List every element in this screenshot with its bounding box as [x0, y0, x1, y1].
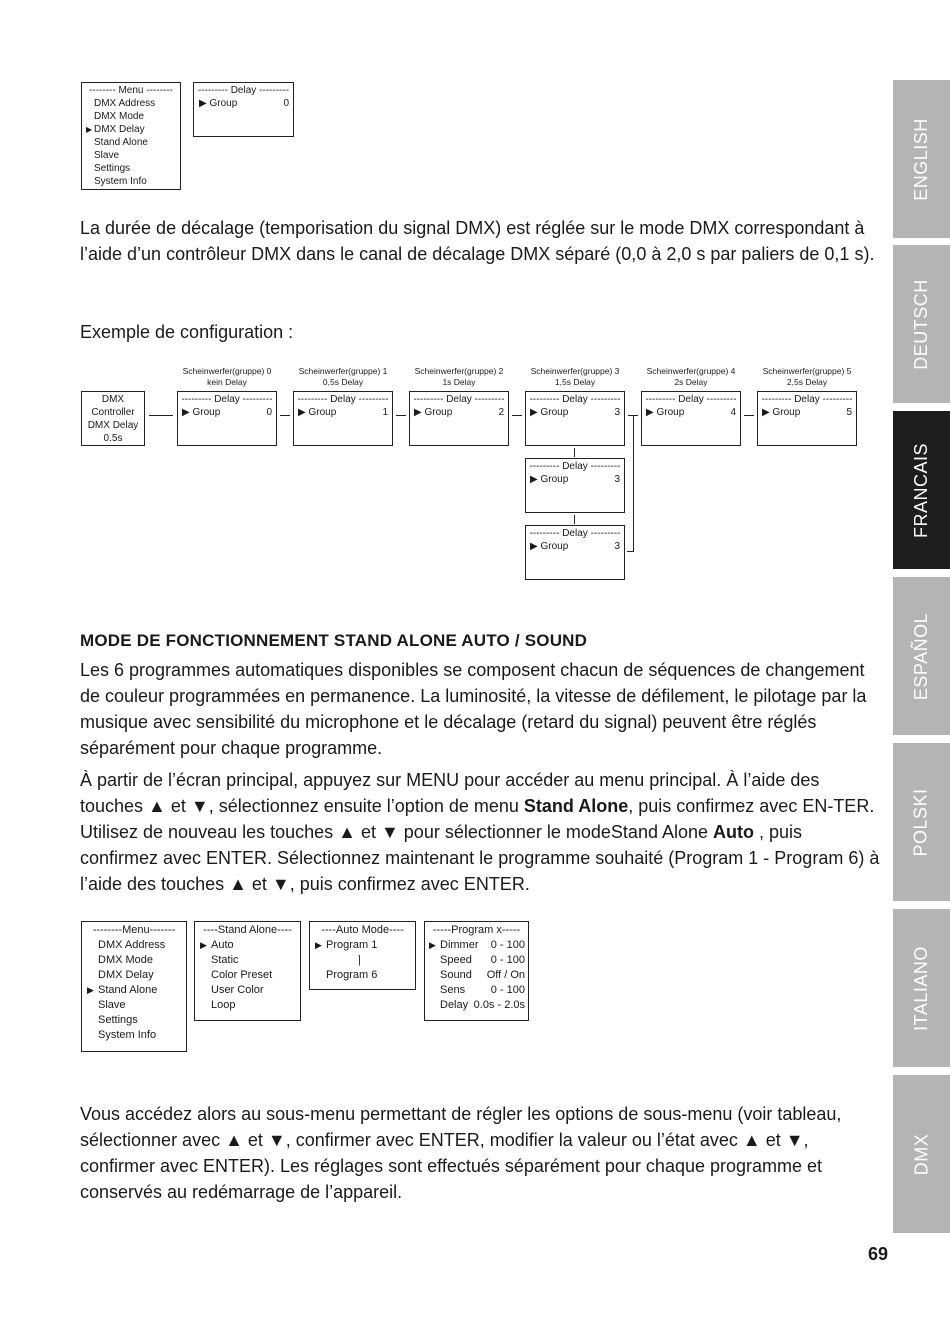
delay-box-group-1 — [293, 391, 393, 446]
menu-item: Stand Alone — [94, 137, 148, 148]
delay-title: --------- Delay --------- — [197, 85, 290, 96]
selected-arrow-icon: ▶ — [86, 125, 93, 134]
connector-line — [280, 415, 290, 416]
group-caption: Scheinwerfer(gruppe) 4 2s Delay — [646, 366, 736, 387]
tab-polski[interactable]: POLSKI — [893, 743, 950, 901]
menu-title: ----Stand Alone---- — [203, 924, 292, 936]
program-row: Sens 0 - 100 — [440, 984, 525, 996]
group-caption: Scheinwerfer(gruppe) 1 0,5s Delay — [298, 366, 388, 387]
tab-dmx[interactable]: DMX — [893, 1075, 950, 1233]
controller-line: DMX Delay — [87, 420, 139, 431]
connector-line — [627, 551, 634, 552]
menu-item: DMX Address — [94, 98, 156, 109]
program-row: ▶ Dimmer 0 - 100 — [429, 939, 525, 951]
connector-line — [149, 415, 173, 416]
group-caption: Scheinwerfer(gruppe) 3 1,5s Delay — [530, 366, 620, 387]
menu-item: User Color — [211, 984, 264, 996]
auto-mode-box — [309, 921, 416, 990]
delay-row: ▶ Group 3 — [530, 474, 620, 485]
delay-row: ▶ Group 1 — [298, 407, 388, 418]
connector-line — [744, 415, 754, 416]
selected-arrow-icon: ▶ — [315, 940, 322, 950]
menu-item: DMX Address — [98, 939, 166, 951]
menu-box — [81, 82, 181, 190]
menu-item: DMX Mode — [98, 954, 154, 966]
delay-title: --------- Delay --------- — [761, 394, 853, 405]
menu-item-selected: ▶ Program 1 — [315, 939, 378, 951]
selected-arrow-icon: ▶ — [200, 940, 207, 950]
delay-row: ▶ Group 0 — [182, 407, 272, 418]
delay-title: --------- Delay --------- — [529, 394, 621, 405]
menu-item: Settings — [94, 163, 131, 174]
program-row: Speed 0 - 100 — [440, 954, 525, 966]
paragraph-example-label: Exemple de configuration : — [80, 322, 294, 342]
delay-box-group-2 — [409, 391, 509, 446]
delay-row — [194, 97, 293, 110]
group-caption: Scheinwerfer(gruppe) 5 2,5s Delay — [762, 366, 852, 387]
delay-box-group-4 — [641, 391, 741, 446]
section-heading: MODE DE FONCTIONNEMENT STAND ALONE AUTO / SOUND — [80, 631, 588, 650]
delay-row: ▶ Group 3 — [530, 407, 620, 418]
selected-arrow-icon: ▶ — [429, 940, 436, 950]
menu-title: -----Program x----- — [432, 924, 521, 936]
paragraph-submenu: Vous accédez alors au sous-menu permettant de régler les options de sous-menu (voir tableau, sélectionner avec ▲ et ▼, confirmer avec ENTER, modifier la valeur ou l’état avec ▲ et ▼, confirmer avec ENTER). Les réglages sont effectués séparément pour chaque programme et conservés au redémarrage de l’appareil. — [80, 1104, 842, 1202]
delay-box-group-3c — [525, 525, 625, 580]
dmx-controller-box — [81, 391, 145, 446]
menu-item: Loop — [211, 999, 236, 1011]
connector-line — [574, 448, 575, 457]
tab-espanol[interactable]: ESPAÑOL — [893, 577, 950, 735]
tab-deutsch[interactable]: DEUTSCH — [893, 245, 950, 403]
menu-item: Slave — [94, 150, 120, 161]
menu-item: Settings — [98, 1014, 138, 1026]
program-row: Delay 0.0s - 2.0s — [440, 999, 525, 1011]
delay-box-group-3 — [525, 391, 625, 446]
menu-title: --------Menu------- — [92, 924, 176, 936]
delay-box-group-5 — [757, 391, 857, 446]
menu-item-selected: ▶ DMX Delay — [86, 124, 145, 135]
program-row: Sound Off / On — [440, 969, 525, 981]
menu-title: -------- Menu -------- — [89, 85, 173, 96]
main-menu-box — [81, 921, 187, 1052]
group-caption: Scheinwerfer(gruppe) 2 1s Delay — [414, 366, 504, 387]
delay-row: ▶ Group 5 — [762, 407, 852, 418]
menu-item-selected: ▶ Stand Alone — [87, 984, 158, 996]
delay-row: ▶ Group 4 — [646, 407, 736, 418]
menu-item: System Info — [94, 176, 147, 187]
controller-line: DMX — [101, 394, 125, 405]
group-label: ▶ Group — [199, 98, 238, 109]
delay-title: --------- Delay --------- — [529, 528, 621, 539]
paragraph-delay-description: La durée de décalage (temporisation du signal DMX) est réglée sur le mode DMX correspondant à l’aide d’un contrôleur DMX dans le canal de décalage DMX séparé (0,0 à 2,0 s par paliers de 0,1 s). — [80, 218, 875, 264]
stand-alone-box — [194, 921, 301, 1021]
menu-item: System Info — [98, 1029, 157, 1041]
connector-line — [633, 415, 634, 552]
program-box — [424, 921, 529, 1021]
delay-box — [193, 82, 294, 137]
connector-line — [396, 415, 406, 416]
group-value: 0 — [283, 98, 289, 109]
menu-item: DMX Delay — [98, 969, 154, 981]
menu-item-selected: ▶ Auto — [200, 939, 234, 951]
menu-item: Color Preset — [211, 969, 273, 981]
menu-item: | — [358, 954, 361, 966]
tab-francais[interactable]: FRANCAIS — [893, 411, 950, 569]
tab-english[interactable]: ENGLISH — [893, 80, 950, 238]
connector-line — [512, 415, 522, 416]
menu-item: Program 6 — [326, 969, 378, 981]
controller-line: Controller — [91, 407, 135, 418]
menu-item: DMX Mode — [94, 111, 145, 122]
delay-row: ▶ Group 2 — [414, 407, 504, 418]
delay-title: --------- Delay --------- — [181, 394, 273, 405]
delay-title: --------- Delay --------- — [645, 394, 737, 405]
page-number: 69 — [868, 1244, 889, 1264]
connector-line — [574, 515, 575, 524]
paragraph-programs: Les 6 programmes automatiques disponibles se composent chacun de séquences de changement de couleur programmées en permanence. La luminosité, la vitesse de défilement, le pilotage par la musique avec sensibilité du microphone et le décalage (retard du signal) peuvent être réglés séparément pour chaque programme. — [80, 660, 867, 758]
delay-title: --------- Delay --------- — [413, 394, 505, 405]
group-caption: Scheinwerfer(gruppe) 0 kein Delay — [182, 366, 272, 387]
selected-arrow-icon: ▶ — [87, 985, 94, 995]
menu-title: ----Auto Mode---- — [321, 924, 404, 936]
tab-italiano[interactable]: ITALIANO — [893, 909, 950, 1067]
delay-title: --------- Delay --------- — [297, 394, 389, 405]
menu-item: Slave — [98, 999, 126, 1011]
menu-item: Static — [211, 954, 239, 966]
paragraph-instructions: À partir de l’écran principal, appuyez sur MENU pour accéder au menu principal. À l’aide des touches ▲ et ▼, sélectionnez ensuite l’option de menu Stand Alone, puis confirmez avec EN-TER. Utilisez de nouveau les touches ▲ et ▼ pour sélectionner le modeStand Alone Auto , puis confirmez avec ENTER. Sélectionnez maintenant le programme souhaité (Program 1 - Program 6) à l’aide des touches ▲ et ▼, puis confirmez avec ENTER. — [80, 770, 880, 894]
delay-box-group-0 — [177, 391, 277, 446]
delay-title: --------- Delay --------- — [529, 461, 621, 472]
delay-box-group-3b — [525, 458, 625, 513]
delay-row: ▶ Group 3 — [530, 541, 620, 552]
controller-line: 0.5s — [103, 433, 123, 444]
